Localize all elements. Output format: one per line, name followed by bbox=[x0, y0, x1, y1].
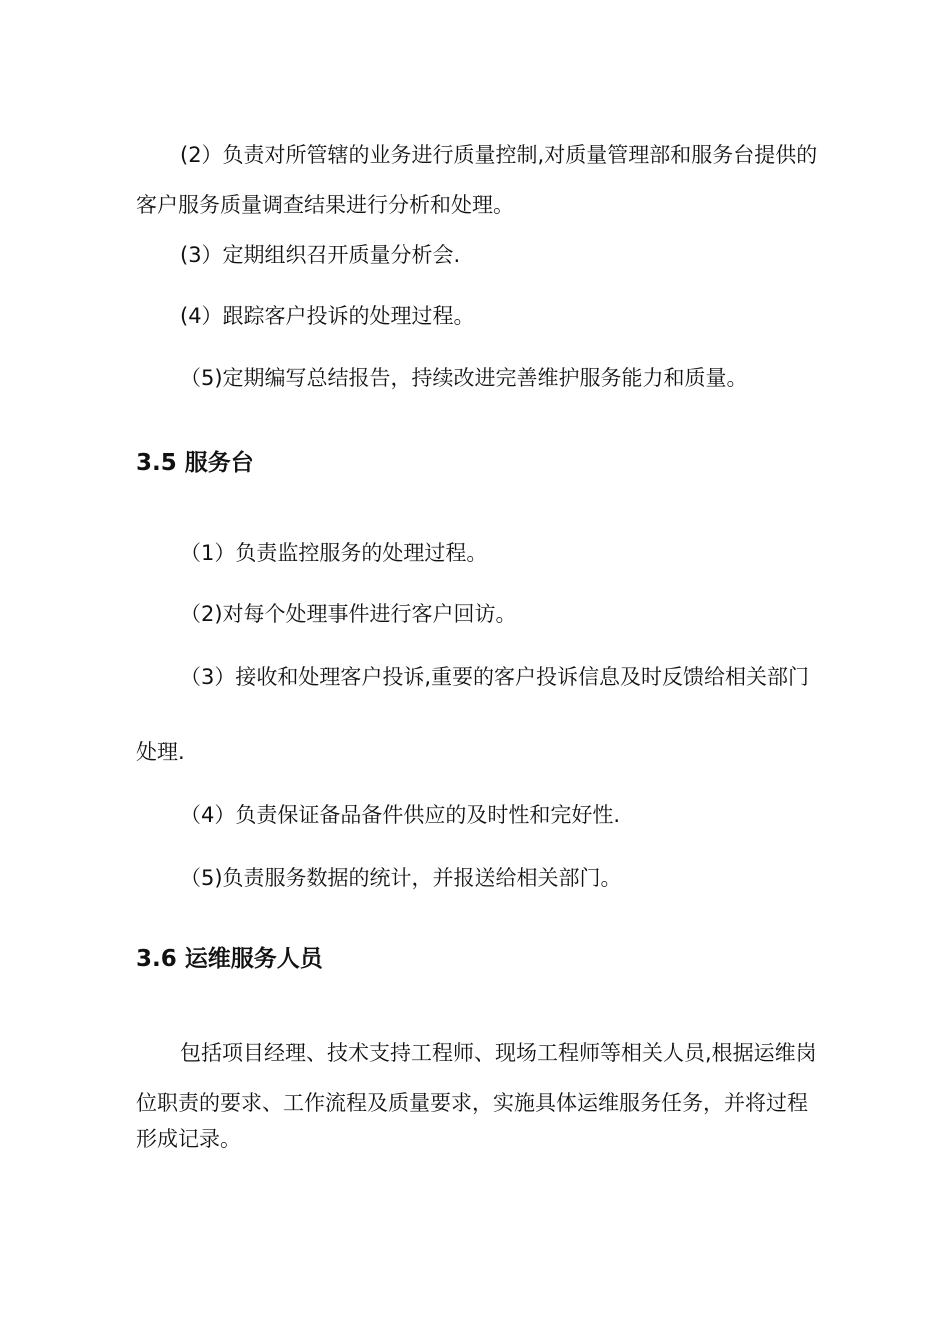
ops-staff-para-line-3: 形成记录。 bbox=[136, 1127, 241, 1151]
item-5: （5)定期编写总结报告，持续改进完善维护服务能力和质量。 bbox=[180, 366, 748, 390]
item-4: (4）跟踪客户投诉的处理过程。 bbox=[180, 304, 475, 328]
service-desk-item-3-line-2: 处理. bbox=[136, 740, 185, 764]
ops-staff-para-line-1: 包括项目经理、技术支持工程师、现场工程师等相关人员,根据运维岗 bbox=[180, 1041, 817, 1065]
service-desk-item-1: （1）负责监控服务的处理过程。 bbox=[180, 541, 488, 565]
ops-staff-para-line-2: 位职责的要求、工作流程及质量要求，实施具体运维服务任务，并将过程 bbox=[136, 1091, 808, 1115]
item-2-line-2: 客户服务质量调查结果进行分析和处理。 bbox=[136, 193, 514, 217]
service-desk-item-2: （2)对每个处理事件进行客户回访。 bbox=[180, 602, 517, 626]
section-heading-3-6: 3.6 运维服务人员 bbox=[136, 946, 323, 972]
section-heading-3-5: 3.5 服务台 bbox=[136, 450, 254, 476]
service-desk-item-4: （4）负责保证备品备件供应的及时性和完好性. bbox=[180, 803, 621, 827]
item-2-line-1: (2）负责对所管辖的业务进行质量控制,对质量管理部和服务台提供的 bbox=[180, 143, 818, 167]
service-desk-item-3-line-1: （3）接收和处理客户投诉,重要的客户投诉信息及时反馈给相关部门 bbox=[180, 665, 810, 689]
service-desk-item-5: （5)负责服务数据的统计，并报送给相关部门。 bbox=[180, 866, 622, 890]
item-3: (3）定期组织召开质量分析会. bbox=[180, 243, 461, 267]
